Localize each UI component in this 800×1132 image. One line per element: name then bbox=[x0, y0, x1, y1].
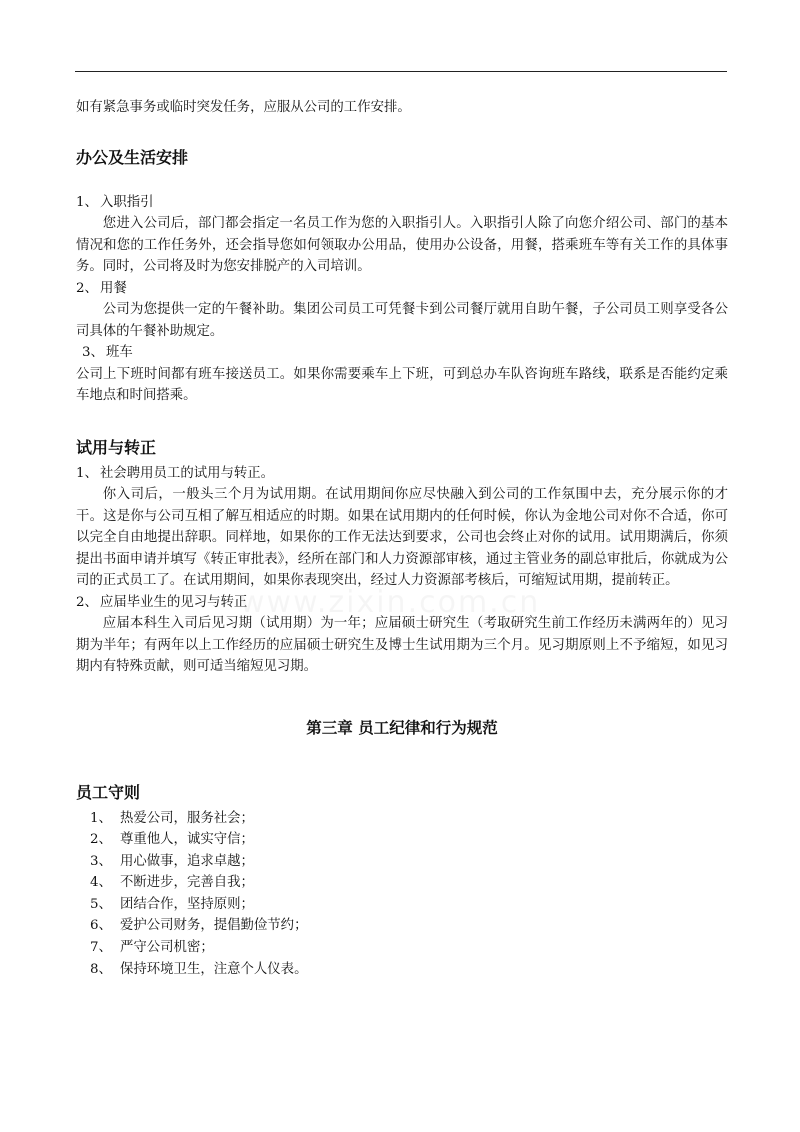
page-content bbox=[76, 97, 728, 980]
code-item: 5、 团结合作，坚持原则； bbox=[90, 896, 254, 912]
section-heading-office: 办公及生活安排 bbox=[76, 147, 189, 167]
code-item: 2、 尊重他人，诚实守信； bbox=[90, 832, 254, 848]
section-heading-probation: 试用与转正 bbox=[76, 437, 157, 457]
office-item-2-title: 2、 用餐 bbox=[76, 280, 127, 296]
probation-item-2-body: 应届本科生入司后见习期（试用期）为一年；应届硕士研究生（考取研究生前工作经历未满两年的）见习期为半年；有两年以上工作经历的应届硕士研究生及博士生试用期为三个月。见习期原则上不予缩短，如见习期内有特殊贡献，则可适当缩短见习期。 bbox=[76, 616, 728, 674]
probation-item-1-title: 1、 社会聘用员工的试用与转正。 bbox=[76, 465, 275, 481]
code-item: 8、 保持环境卫生，注意个人仪表。 bbox=[90, 961, 308, 977]
code-item: 4、 不断进步，完善自我； bbox=[90, 875, 254, 891]
intro-line: 如有紧急事务或临时突发任务，应服从公司的工作安排。 bbox=[76, 100, 411, 115]
code-item: 3、 用心做事，追求卓越； bbox=[90, 853, 254, 869]
probation-item-1-body: 你入司后，一般头三个月为试用期。在试用期间你应尽快融入到公司的工作氛围中去，充分展示你的才干。这是你与公司互相了解互相适应的时期。如果在试用期内的任何时候，你认为金地公司对你不合适，你可以完全自由地提出辞职。同样地，如果你的工作无法达到要求，公司也会终止对你的试用。试用期满后，你须提出书面申请并填写《转正审批表》，经所在部门和人力资源部审核，通过主管业务的副总审批后，你就成为公司的正式员工了。在试用期间，如果你表现突出，经过人力资源部考核后，可缩短试用期，提前转正。 bbox=[76, 487, 728, 588]
probation-item-2-title: 2、 应届毕业生的见习与转正 bbox=[76, 594, 248, 610]
office-item-2-body: 公司为您提供一定的午餐补助。集团公司员工可凭餐卡到公司餐厅就用自助午餐，子公司员工则享受各公司具体的午餐补助规定。 bbox=[76, 302, 728, 339]
code-item: 7、 严守公司机密； bbox=[90, 940, 214, 956]
code-item: 6、 爱护公司财务，提倡勤俭节约； bbox=[90, 918, 308, 934]
office-item-3-body: 公司上下班时间都有班车接送员工。如果你需要乘车上下班，可到总办车队咨询班车路线，联系是否能约定乘车地点和时间搭乘。 bbox=[76, 366, 728, 403]
office-item-3-title: 3、 班车 bbox=[82, 345, 133, 360]
section-heading-code: 员工守则 bbox=[76, 782, 141, 802]
code-item: 1、 热爱公司，服务社会； bbox=[90, 810, 254, 826]
office-item-1-title: 1、 入职指引 bbox=[76, 194, 154, 210]
header-rule bbox=[75, 71, 727, 72]
chapter-title: 第三章 员工纪律和行为规范 bbox=[306, 718, 498, 737]
office-item-1-body: 您进入公司后，部门都会指定一名员工作为您的入职指引人。入职指引人除了向您介绍公司、部门的基本情况和您的工作任务外，还会指导您如何领取办公用品，使用办公设备，用餐，搭乘班车等有关工作的具体事务。同时，公司将及时为您安排脱产的入司培训。 bbox=[76, 216, 728, 274]
